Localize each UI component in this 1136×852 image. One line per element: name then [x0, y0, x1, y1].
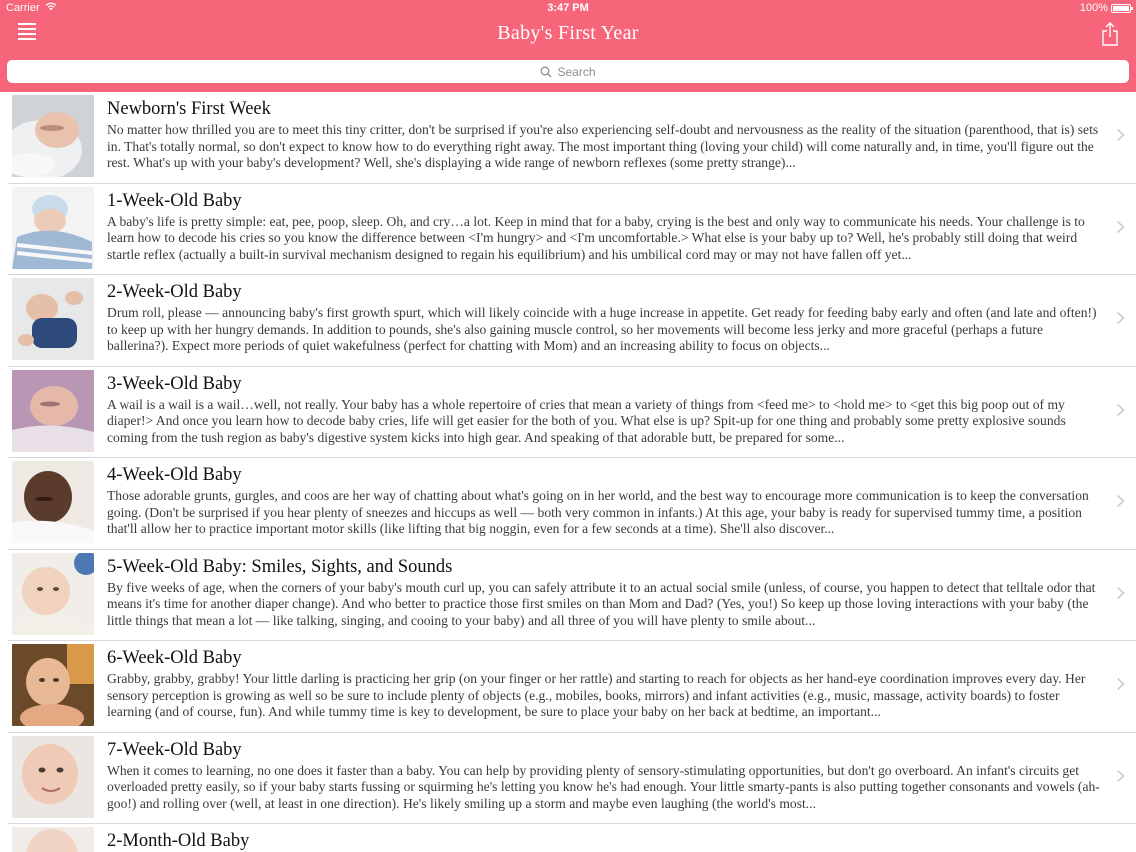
list-item[interactable] — [8, 275, 1136, 367]
thumbnail-5-week — [12, 553, 94, 635]
status-time: 3:47 PM — [547, 2, 589, 14]
item-summary: Those adorable grunts, gurgles, and coos are her way of chatting about what's going on in her world, and the best way to encourage more communication is to keep the conversation going. (Don't be surprised if you hear plenty of sneezes and hiccups as well — both very common in infants.) At this age, your baby is ready for supervised tummy time, a position that'll allow her to practice important motor skills (like lifting that big noggin, even for a few seconds at a time). She'll also discover... — [107, 488, 1089, 537]
item-summary: No matter how thrilled you are to meet this tiny critter, don't be surprised if you're also experiencing self-doubt and nervousness as the reality of the situation (parenthood, that is) sets in. That's totally normal, so don't expect to know how to do everything right away. The most important thing (loving your child) will come naturally and, in time, you'll figure out the rest. What's up with your baby's development? Well, she's displaying a wide range of newborn reflexes (some pretty strange)... — [107, 122, 1099, 171]
item-summary: Grabby, grabby, grabby! Your little darling is practicing her grip (on your finger or her rattle) and starting to reach for objects as her hand-eye coordination improves every day. Her sensory perception is growing as well so be sure to include plenty of objects (e.g., mobiles, books, mirrors) and infant activities (e.g., music, massage, activity boards) to foster learning (and of course, fun). And while tummy time is key to development, be sure to place your baby on her back at bedtime, an important... — [107, 671, 1086, 720]
item-title: 3-Week-Old Baby — [107, 373, 242, 394]
nav-header — [0, 0, 1136, 92]
item-summary: By five weeks of age, when the corners of your baby's mouth curl up, you can safely attribute it to an actual social smile (unless, of course, you happen to detect that telltale odor that means it's time for another diaper change). And who better to practice those first smiles on than Mom and Dad? (Yes, you!) So keep up those loving interactions with your baby (the little things that mean a lot — like talking, singing, and cooing to your baby) and all three of you will have plenty to smile about... — [107, 579, 1096, 628]
thumbnail-1-week — [12, 187, 94, 269]
search-icon — [540, 66, 552, 78]
chevron-right-icon — [1116, 220, 1125, 234]
thumbnail-3-week — [12, 370, 94, 452]
thumbnail-newborn — [12, 95, 94, 177]
item-title: 2-Week-Old Baby — [107, 282, 242, 302]
page-title: Baby's First Year — [497, 22, 639, 44]
chevron-right-icon — [1116, 311, 1125, 325]
chevron-right-icon — [1116, 769, 1125, 783]
chevron-right-icon — [1116, 403, 1125, 417]
item-title: 4-Week-Old Baby — [107, 465, 242, 485]
item-summary: A baby's life is pretty simple: eat, pee, poop, sleep. Oh, and cry…a lot. Keep in mind that for a baby, crying is the best and only way to communicate his needs. Your challenge is to learn how to decode his cries so you know the difference between <I'm hungry> and <I'm uncomfortable.> What else is your baby up to? Well, he's probably still doing that weird startle reflex (actually a built-in survival mechanism designed to regain his equilibrium) and his umbilical cord may or may not have fallen off yet... — [107, 213, 1085, 262]
thumbnail-2-week — [12, 278, 94, 360]
chevron-right-icon — [1116, 128, 1125, 142]
share-icon[interactable] — [1100, 22, 1120, 46]
chevron-right-icon — [1116, 677, 1125, 691]
item-title: 2-Month-Old Baby — [107, 831, 250, 851]
search-input[interactable] — [7, 60, 1129, 83]
list-item[interactable] — [8, 184, 1136, 276]
list-item[interactable] — [8, 92, 1136, 184]
list-item[interactable] — [8, 824, 1136, 852]
article-list — [0, 92, 1136, 852]
item-title: 5-Week-Old Baby: Smiles, Sights, and Sounds — [107, 556, 453, 577]
item-title: 6-Week-Old Baby — [107, 648, 242, 668]
list-item[interactable] — [8, 458, 1136, 550]
list-item[interactable] — [8, 550, 1136, 642]
chevron-right-icon — [1116, 494, 1125, 508]
battery-percent: 100% — [1079, 2, 1108, 14]
chevron-right-icon — [1116, 586, 1125, 600]
item-title: 1-Week-Old Baby — [107, 190, 242, 211]
list-item[interactable] — [8, 733, 1136, 825]
item-summary: When it comes to learning, no one does it faster than a baby. You can help by providing plenty of sensory-stimulating opportunities, but don't go overboard. An infant's circuits get overloaded pretty easily, so if your baby starts fussing or squirming he's letting you know he's had enough. Your little smarty-pants is also putting together consonants and vowels (ah-goo!) and rolling over (well, at least in one direction). He's likely smiling up a storm and maybe even laughing (the world's most... — [107, 762, 1100, 811]
carrier-label: Carrier — [6, 2, 40, 14]
list-item[interactable] — [8, 641, 1136, 733]
thumbnail-7-week — [12, 736, 94, 818]
thumbnail-6-week — [12, 644, 94, 726]
battery-icon — [1111, 4, 1131, 13]
item-summary: Drum roll, please — announcing baby's first growth spurt, which will likely coincide with a huge increase in appetite. Get ready for feeding baby early and often (and late and often!) to keep up with her hungry demands. In addition to pounds, she's also gaining muscle control, so her movements will become less jerky and more graceful (perhaps a future ballerina?). Expect more periods of quiet wakefulness (perfect for chatting with Mom) and an increasing ability to focus on objects... — [107, 305, 1097, 354]
thumbnail-2-month — [12, 827, 94, 852]
item-title: Newborn's First Week — [107, 99, 271, 119]
status-bar — [0, 0, 1136, 18]
item-summary: A wail is a wail is a wail…well, not really. Your baby has a whole repertoire of cries that mean a variety of things from <feed me> to <hold me> to <get this big poop out of my diaper!> And once you learn how to decode baby cries, life will get easier for the both of you. What else is up? Spit-up for one thing and probably some pretty explosive sounds coming from the tush region as baby's digestive system kicks into high gear. And speaking of that adorable butt, be prepared for some... — [107, 396, 1066, 445]
list-item[interactable] — [8, 367, 1136, 459]
item-title: 7-Week-Old Baby — [107, 739, 242, 760]
thumbnail-4-week — [12, 461, 94, 543]
search-placeholder: Search — [557, 64, 596, 79]
